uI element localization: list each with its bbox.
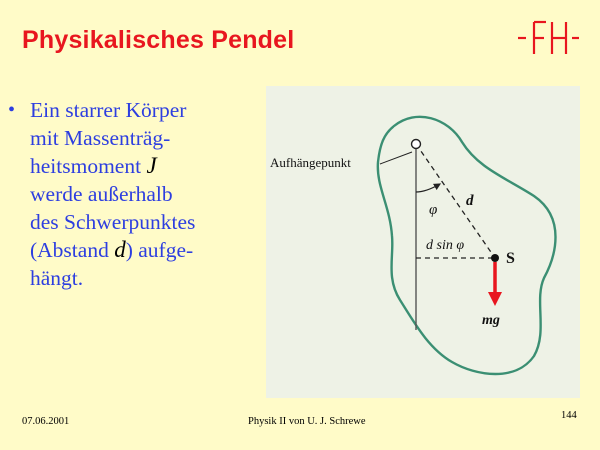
page-number: 144 xyxy=(561,410,577,421)
moment-of-inertia-symbol: J xyxy=(146,153,157,178)
bullet-line: Ein starrer Körper xyxy=(30,98,187,122)
bullet-line: mit Massenträg- xyxy=(30,126,171,150)
gravity-force-arrowhead xyxy=(488,292,502,306)
center-of-mass-point xyxy=(491,254,499,262)
footer-author: Physik II von U. J. Schrewe xyxy=(248,416,366,427)
pivot-label-leader xyxy=(380,152,412,164)
bullet-line: (Abstand d) aufge- xyxy=(30,237,194,262)
rigid-body-outline xyxy=(378,117,556,374)
lever-arm-label: d sin φ xyxy=(426,238,465,253)
force-label: mg xyxy=(482,313,500,328)
bullet-line: heitsmoment J xyxy=(30,153,157,178)
angle-arc xyxy=(416,184,440,192)
bullet-line: hängt. xyxy=(30,266,84,290)
angle-label: φ xyxy=(429,202,438,218)
pivot-label: Aufhängepunkt xyxy=(270,155,351,170)
bullet-text xyxy=(30,96,195,292)
footer-date: 07.06.2001 xyxy=(22,416,70,427)
fh-logo xyxy=(516,18,580,58)
slide-title: Physikalisches Pendel xyxy=(22,26,295,54)
bullet-dot: • xyxy=(8,99,16,121)
distance-label: d xyxy=(466,193,474,209)
bullet-line: werde außerhalb xyxy=(30,182,173,206)
distance-symbol: d xyxy=(114,237,126,262)
pivot-point xyxy=(412,140,421,149)
center-of-mass-label: S xyxy=(506,250,515,267)
pendulum-diagram-svg xyxy=(266,86,580,398)
pendulum-diagram xyxy=(266,86,580,398)
bullet-line: des Schwerpunktes xyxy=(30,210,196,234)
